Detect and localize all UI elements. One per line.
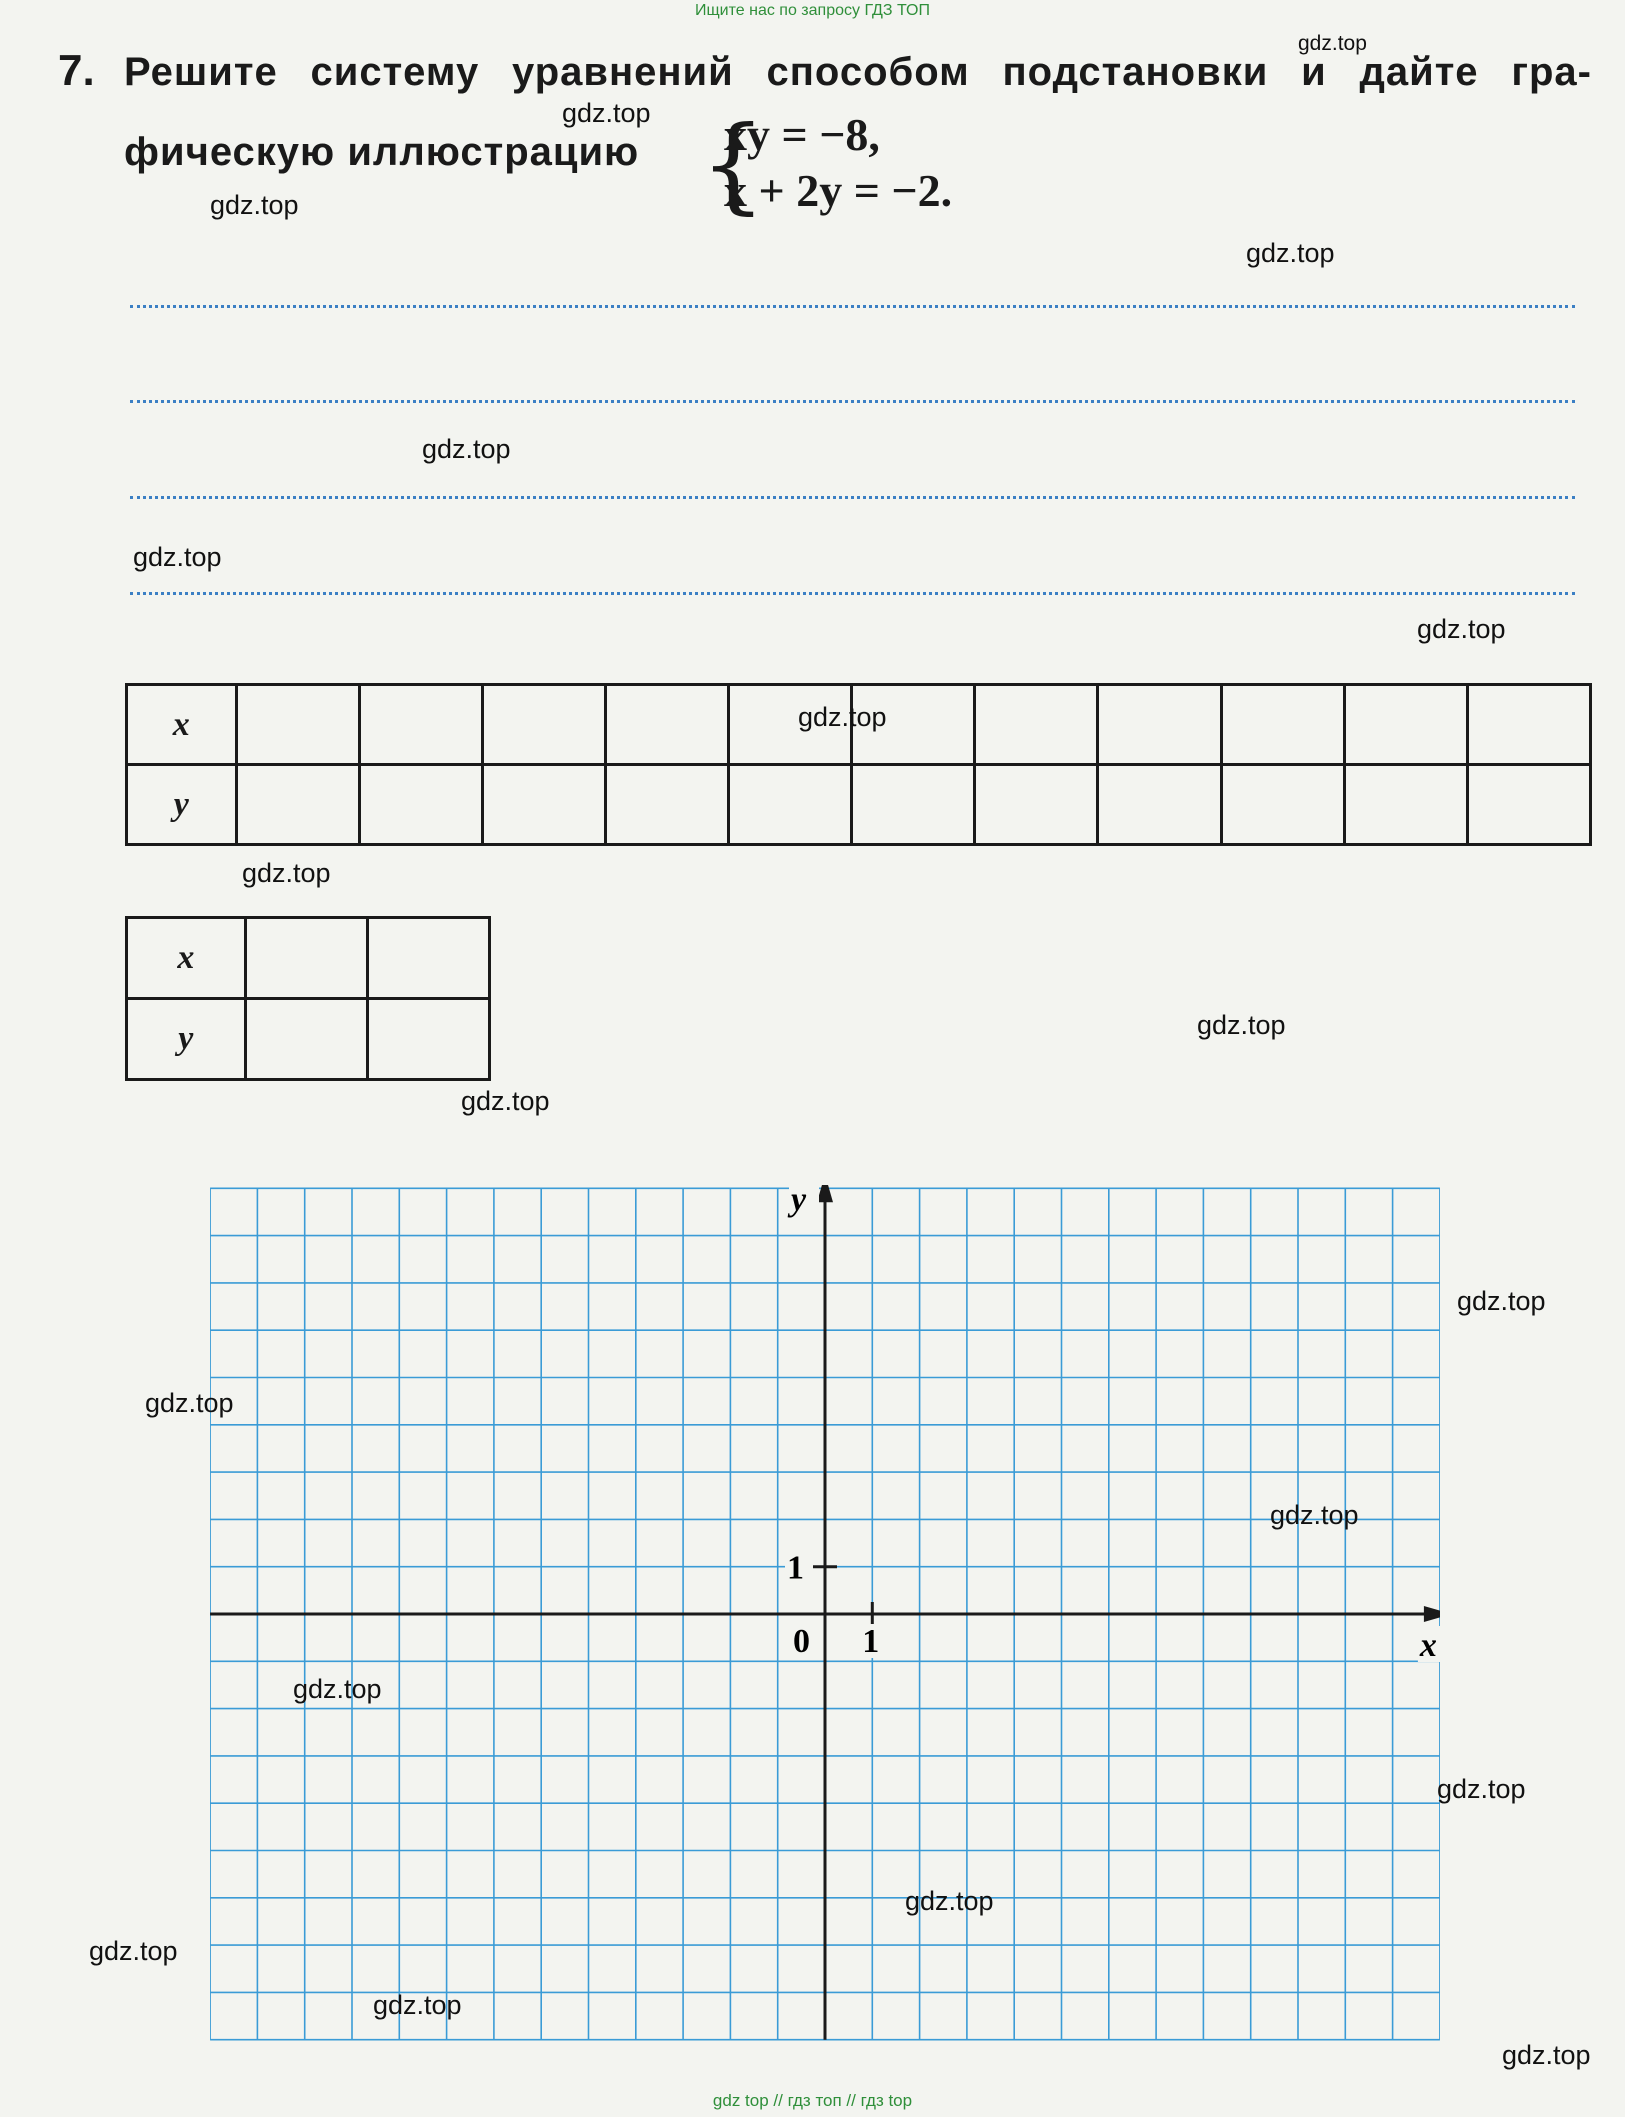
table-cell[interactable] xyxy=(359,765,482,845)
watermark: gdz.top xyxy=(1417,614,1506,644)
watermark: gdz.top xyxy=(1246,238,1335,268)
table-row-x xyxy=(127,918,490,999)
watermark: gdz.top xyxy=(133,542,222,572)
watermark: gdz.top xyxy=(1437,1774,1526,1804)
watermark: gdz.top xyxy=(89,1936,178,1966)
table-cell[interactable] xyxy=(1098,765,1221,845)
table-cell[interactable] xyxy=(482,765,605,845)
task-text-line-1: Решите систему уравнений способом подстановки и дайте гра- xyxy=(124,50,1592,94)
watermark: gdz.top xyxy=(1298,32,1367,55)
table-row-y xyxy=(127,765,1591,845)
table-cell[interactable] xyxy=(975,685,1098,765)
y-axis-label: y xyxy=(791,1185,807,1219)
table-cell[interactable] xyxy=(1221,765,1344,845)
equation-1: xy = −8, xyxy=(724,109,880,160)
answer-line[interactable] xyxy=(130,496,1575,499)
table-cell[interactable] xyxy=(852,765,975,845)
watermark: gdz.top xyxy=(562,98,651,128)
values-table-small xyxy=(125,916,491,1081)
table-cell[interactable] xyxy=(1098,685,1221,765)
table-cell[interactable] xyxy=(975,765,1098,845)
table-cell[interactable] xyxy=(1221,685,1344,765)
table-cell[interactable] xyxy=(359,685,482,765)
coordinate-grid[interactable] xyxy=(210,1185,1440,2043)
watermark: gdz.top xyxy=(373,1990,462,2020)
watermark: gdz.top xyxy=(422,434,511,464)
task-text-line-2: фическую иллюстрацию xyxy=(124,130,640,174)
x-axis-label: x xyxy=(1419,1627,1437,1664)
row-label-x: x xyxy=(127,918,246,999)
equation-2: x + 2y = −2. xyxy=(724,165,953,216)
answer-line[interactable] xyxy=(130,305,1575,308)
table-cell[interactable] xyxy=(367,918,489,999)
table-cell[interactable] xyxy=(245,999,367,1080)
table-cell[interactable] xyxy=(729,765,852,845)
table-cell[interactable] xyxy=(236,685,359,765)
answer-line[interactable] xyxy=(130,592,1575,595)
watermark: gdz.top xyxy=(1457,1286,1546,1316)
search-hint: Ищите нас по запросу ГДЗ ТОП xyxy=(695,2,930,19)
system-brace: { xyxy=(700,103,767,225)
table-cell[interactable] xyxy=(1467,685,1590,765)
watermark: gdz.top xyxy=(798,702,887,732)
axes xyxy=(210,1185,1440,2040)
row-label-y: y xyxy=(127,765,237,845)
watermark: gdz.top xyxy=(242,858,331,888)
watermark: gdz.top xyxy=(1270,1500,1359,1530)
table-cell[interactable] xyxy=(236,765,359,845)
row-label-y: y xyxy=(127,999,246,1080)
answer-line[interactable] xyxy=(130,400,1575,403)
watermark: gdz.top xyxy=(1502,2040,1591,2070)
watermark: gdz.top xyxy=(210,190,299,220)
watermark: gdz.top xyxy=(145,1388,234,1418)
table-cell[interactable] xyxy=(605,685,728,765)
table-cell[interactable] xyxy=(367,999,489,1080)
origin-label: 0 xyxy=(793,1623,810,1660)
watermark: gdz.top xyxy=(293,1674,382,1704)
table-cell[interactable] xyxy=(245,918,367,999)
table-cell[interactable] xyxy=(1344,685,1467,765)
table-cell[interactable] xyxy=(1467,765,1590,845)
x-axis-arrow-icon xyxy=(1424,1606,1440,1622)
watermark: gdz.top xyxy=(461,1086,550,1116)
task-number: 7. xyxy=(58,46,95,95)
row-label-x: x xyxy=(127,685,237,765)
table-row-y xyxy=(127,999,490,1080)
footer-links: gdz top // гдз топ // гдз top xyxy=(712,2091,913,2110)
watermark: gdz.top xyxy=(905,1886,994,1916)
table-cell[interactable] xyxy=(605,765,728,845)
watermark: gdz.top xyxy=(1197,1010,1286,1040)
x-unit-label: 1 xyxy=(862,1623,880,1660)
table-cell[interactable] xyxy=(1344,765,1467,845)
table-cell[interactable] xyxy=(482,685,605,765)
y-unit-label: 1 xyxy=(787,1549,804,1587)
